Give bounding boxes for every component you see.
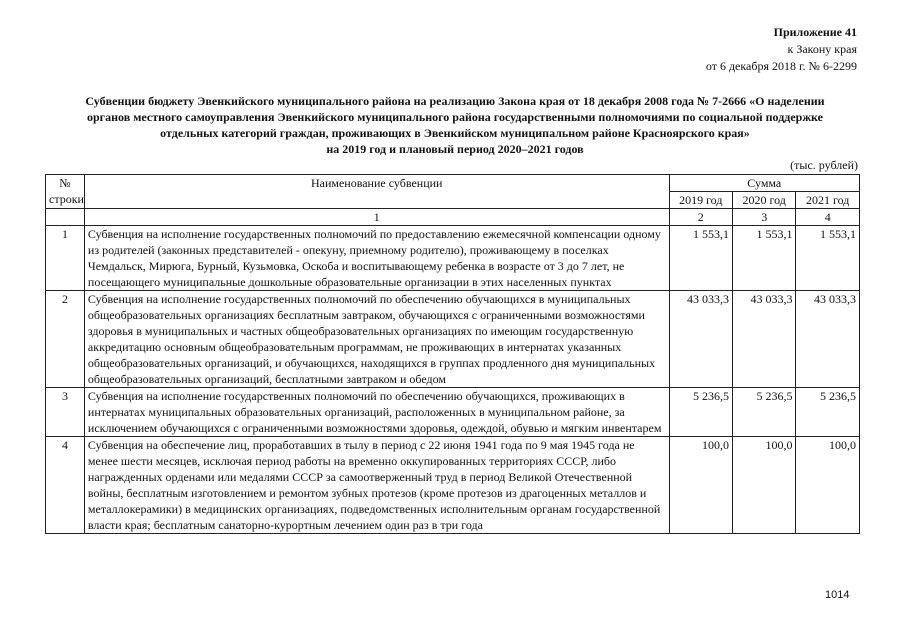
header-sum: Сумма bbox=[669, 175, 859, 192]
header-year-2019: 2019 год bbox=[669, 192, 732, 209]
index-col-2: 2 bbox=[669, 209, 732, 226]
header-row-number bbox=[46, 175, 85, 209]
subventions-table bbox=[45, 174, 860, 534]
title-line-4: на 2019 год и плановый период 2020–2021 годов bbox=[326, 142, 584, 156]
row-number: 3 bbox=[46, 388, 85, 437]
page-number: 1014 bbox=[825, 589, 850, 601]
row-value-2021: 5 236,5 bbox=[796, 388, 860, 437]
table-row bbox=[46, 388, 860, 437]
document-title bbox=[60, 93, 850, 157]
header-num-symbol: № bbox=[59, 176, 71, 190]
appendix-law-date: от 6 декабря 2018 г. № 6-2299 bbox=[705, 59, 857, 73]
header-year-2020: 2020 год bbox=[733, 192, 796, 209]
row-name: Субвенция на исполнение государственных полномочий по предоставлению ежемесячной компенсации одному из родителей (законных представителей - опекуну, приемному родителю), проживающему в поселках Чемдальск, Мирюга, Бурный, Кузьмовка, Оскоба и воспитывающему ребенка в возрасте от 3 до 7 лет, не посещающего муниципальные дошкольные образовательные организации в этих населенных пунктах bbox=[84, 226, 669, 291]
row-value-2019: 5 236,5 bbox=[669, 388, 732, 437]
row-value-2020: 5 236,5 bbox=[733, 388, 796, 437]
table-row bbox=[46, 291, 860, 388]
header-subvention-name: Наименование субвенции bbox=[84, 175, 669, 209]
row-number: 1 bbox=[46, 226, 85, 291]
header-num-word: строки bbox=[49, 192, 84, 206]
row-number: 4 bbox=[46, 437, 85, 534]
row-name: Субвенция на исполнение государственных полномочий по обеспечению обучающихся, проживающих в интернатах муниципальных образовательных организаций, расположенных в муниципальном районе, за исключением обучающихся с ограниченными возможностями здоровья, одеждой, обувью и мягким инвентарем bbox=[84, 388, 669, 437]
index-col-1: 1 bbox=[84, 209, 669, 226]
row-value-2019: 100,0 bbox=[669, 437, 732, 534]
row-value-2021: 100,0 bbox=[796, 437, 860, 534]
row-value-2021: 1 553,1 bbox=[796, 226, 860, 291]
row-value-2020: 100,0 bbox=[733, 437, 796, 534]
appendix-law-ref: к Закону края bbox=[787, 42, 857, 56]
table-header-row bbox=[46, 175, 860, 192]
table-index-row bbox=[46, 209, 860, 226]
appendix-number: Приложение 41 bbox=[773, 25, 857, 39]
row-value-2020: 1 553,1 bbox=[733, 226, 796, 291]
row-name: Субвенция на исполнение государственных полномочий по обеспечению обучающихся в муниципальных общеобразовательных организациях бесплатным завтраком, обучающихся с ограниченными возможностями здоровья в муниципальных и частных общеобразовательных организациях по имеющим государственную аккредитацию основным общеобразовательным программам, не проживающих в интернатах указанных общеобразовательных организаций, и обучающихся, находящихся в группах продленного дня муниципальных общеобразовательных организаций, бесплатными завтраком и обедом bbox=[84, 291, 669, 388]
title-line-2: органов местного самоуправления Эвенкийского муниципального района государственными полномочиями по социальной поддержке bbox=[87, 110, 823, 124]
index-col-3: 3 bbox=[733, 209, 796, 226]
title-line-3: отдельных категорий граждан, проживающих в Эвенкийском муниципальном районе Красноярского края» bbox=[160, 126, 750, 140]
title-line-1: Субвенции бюджету Эвенкийского муниципального района на реализацию Закона края от 18 декабря 2008 года № 7-2666 «О наделении bbox=[85, 94, 825, 108]
row-value-2020: 43 033,3 bbox=[733, 291, 796, 388]
row-name: Субвенция на обеспечение лиц, проработавших в тылу в период с 22 июня 1941 года по 9 мая 1945 года не менее шести месяцев, исключая период работы на временно оккупированных территориях СССР, либо награжденных орденами или медалями СССР за самоотверженный труд в период Великой Отечественной войны, бесплатным изготовлением и ремонтом зубных протезов (кроме протезов из драгоценных металлов и металлокерамики) в медицинских организациях, подведомственных исполнительным органам государственной власти края; бесплатным санаторно-курортным лечением один раз в три года bbox=[84, 437, 669, 534]
row-value-2019: 43 033,3 bbox=[669, 291, 732, 388]
header-year-2021: 2021 год bbox=[796, 192, 860, 209]
index-col-4: 4 bbox=[796, 209, 860, 226]
appendix-header bbox=[706, 24, 857, 75]
table-row bbox=[46, 437, 860, 534]
units-label: (тыс. рублей) bbox=[790, 158, 858, 172]
row-value-2021: 43 033,3 bbox=[796, 291, 860, 388]
row-number: 2 bbox=[46, 291, 85, 388]
index-empty bbox=[46, 209, 85, 226]
table-row bbox=[46, 226, 860, 291]
row-value-2019: 1 553,1 bbox=[669, 226, 732, 291]
